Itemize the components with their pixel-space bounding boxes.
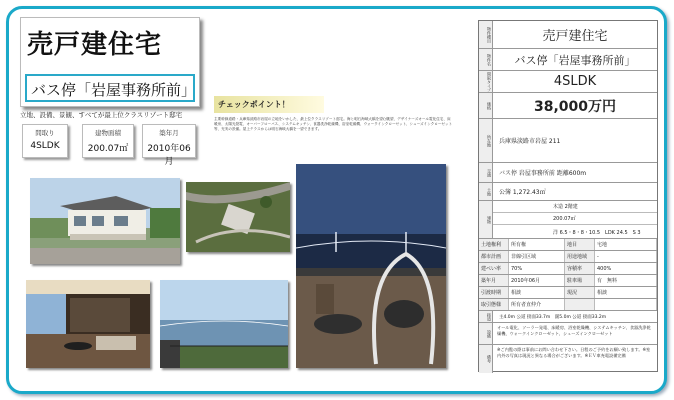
- detail-label: 現況: [565, 287, 595, 298]
- spec-panel: [478, 20, 658, 372]
- detail-label: 築年月: [479, 275, 509, 286]
- detail-value: 400%: [595, 263, 657, 274]
- detail-value: 2010年06月: [509, 275, 565, 286]
- row-price: 価格 38,000万円: [479, 93, 657, 119]
- detail-row: [479, 263, 657, 275]
- checkpoint-body: 主要幹線道路・兵庫県淡路市岩屋の立地をいかした、最上位クラスリゾート邸宅。海と明石海峡大橋を望む眺望、デザイナーズオール電化住宅、床暖房、太陽光発電、オーバーフローバス、システムキッチン、食器洗浄乾燥機、浴室乾燥機、ウォークインクローゼット、シューズインクローゼット等、充実の設備。屋上テラスからは明石海峡大橋を一望できます。: [214, 117, 453, 132]
- detail-row: [479, 299, 657, 311]
- terrace-photo: [296, 164, 446, 368]
- detail-label: 用途地域: [565, 251, 595, 262]
- exterior-photo: [30, 178, 180, 264]
- panel-kind: 売戸建住宅: [542, 29, 608, 44]
- detail-label: 土地権利: [479, 239, 509, 250]
- page-subtitle: バス停「岩屋事務所前」: [25, 74, 195, 102]
- panel-detail-grid: [479, 239, 657, 311]
- stat-layout: [22, 124, 68, 158]
- detail-label: 取引態様: [479, 299, 509, 310]
- row-building: 建物 木造 2階建 200.07㎡ 洋 6.5・8・8・10.5 LDK 24.5 S 3: [479, 201, 657, 239]
- row-name: 物件名 バス停「岩屋事務所前」: [479, 49, 657, 71]
- detail-label: 地目: [565, 239, 595, 250]
- panel-traffic: バス停 岩屋事務所前 距離600m: [499, 170, 587, 177]
- panel-layout: 4SLDK: [553, 74, 597, 89]
- stat-label: 建物面積: [95, 129, 121, 137]
- row-kind: 物件種目 売戸建住宅: [479, 21, 657, 49]
- stat-label: 築年月: [159, 129, 179, 137]
- panel-floor-area: 200.07㎡: [493, 213, 657, 225]
- panel-address: 兵庫県淡路市岩屋 211: [499, 138, 561, 145]
- detail-row: [479, 239, 657, 251]
- panel-name: バス停「岩屋事務所前」: [514, 53, 636, 67]
- stat-value: 200.07㎡: [87, 144, 129, 154]
- detail-label: 引渡時期: [479, 287, 509, 298]
- tagline: 立地、設備、景観、すべてが最上位クラスリゾート邸宅: [20, 111, 183, 119]
- living-room-photo: [26, 280, 150, 368]
- balcony-photo: [160, 280, 288, 368]
- detail-value: 所有者直仲介: [509, 299, 565, 310]
- row-facilities: 設備 オール電化、ソーラー発電、床暖房、浴室乾燥機、システムキッチン、食器洗浄乾燥機、ウォークインクローゼット、シューズインクローゼット: [479, 323, 657, 345]
- detail-row: [479, 287, 657, 299]
- panel-land-area: 公簿 1,272.43㎡: [499, 189, 546, 196]
- detail-value: 相談: [595, 287, 657, 298]
- detail-value: -: [595, 251, 657, 262]
- row-traffic: 交通 バス停 岩屋事務所前 距離600m: [479, 163, 657, 183]
- page-title: 売戸建住宅: [27, 30, 163, 60]
- stat-label: 間取り: [35, 129, 55, 137]
- panel-remarks: ※ご内覧の際は事前にお問い合わせ下さい。日程のご予約をお願い致します。※室内外の写真は現況と異なる場合がございます。※ＥＶ車充電設備完備: [497, 347, 651, 358]
- row-address: 所在地 兵庫県淡路市岩屋 211: [479, 119, 657, 163]
- panel-rooms: 洋 6.5・8・8・10.5 LDK 24.5 S 3: [553, 229, 641, 236]
- detail-value: 所有権: [509, 239, 565, 250]
- detail-value: 非線引区域: [509, 251, 565, 262]
- panel-structure: 木造 2階建: [493, 201, 657, 213]
- detail-row: [479, 275, 657, 287]
- panel-facilities: オール電化、ソーラー発電、床暖房、浴室乾燥機、システムキッチン、食器洗浄乾燥機、ウォークインクローゼット、シューズインクローゼット: [497, 325, 651, 336]
- detail-label: [565, 299, 595, 310]
- detail-row: [479, 251, 657, 263]
- checkpoint-header: チェックポイント！: [214, 96, 324, 113]
- detail-label: 都市計画: [479, 251, 509, 262]
- row-land: 土地 公簿 1,272.43㎡: [479, 183, 657, 201]
- aerial-photo: [186, 182, 290, 252]
- detail-value: 宅地: [595, 239, 657, 250]
- title-card: [20, 17, 200, 107]
- detail-value: 有 無料: [595, 275, 657, 286]
- stat-value: 2010年06月: [147, 144, 191, 167]
- detail-label: 建ぺい率: [479, 263, 509, 274]
- stat-built: [142, 124, 196, 167]
- detail-value: [595, 299, 657, 310]
- stat-value: 4SLDK: [30, 141, 60, 151]
- detail-value: 70%: [509, 263, 565, 274]
- row-layout: 間取タイプ 4SLDK: [479, 71, 657, 93]
- detail-label: 駐車場: [565, 275, 595, 286]
- panel-road: 主4.0m 公道 接面33.7m 副5.0m 公道 接面33.2m: [499, 314, 607, 320]
- detail-label: 容積率: [565, 263, 595, 274]
- detail-value: 相談: [509, 287, 565, 298]
- stat-floor-area: [82, 124, 134, 158]
- panel-price: 38,000万円: [533, 98, 617, 115]
- row-road: 接道 主4.0m 公道 接面33.7m 副5.0m 公道 接面33.2m: [479, 311, 657, 323]
- row-remarks: 備考 ※ご内覧の際は事前にお問い合わせ下さい。日程のご予約をお願い致します。※室内外の写真は現況と異なる場合がございます。※ＥＶ車充電設備完備: [479, 345, 657, 373]
